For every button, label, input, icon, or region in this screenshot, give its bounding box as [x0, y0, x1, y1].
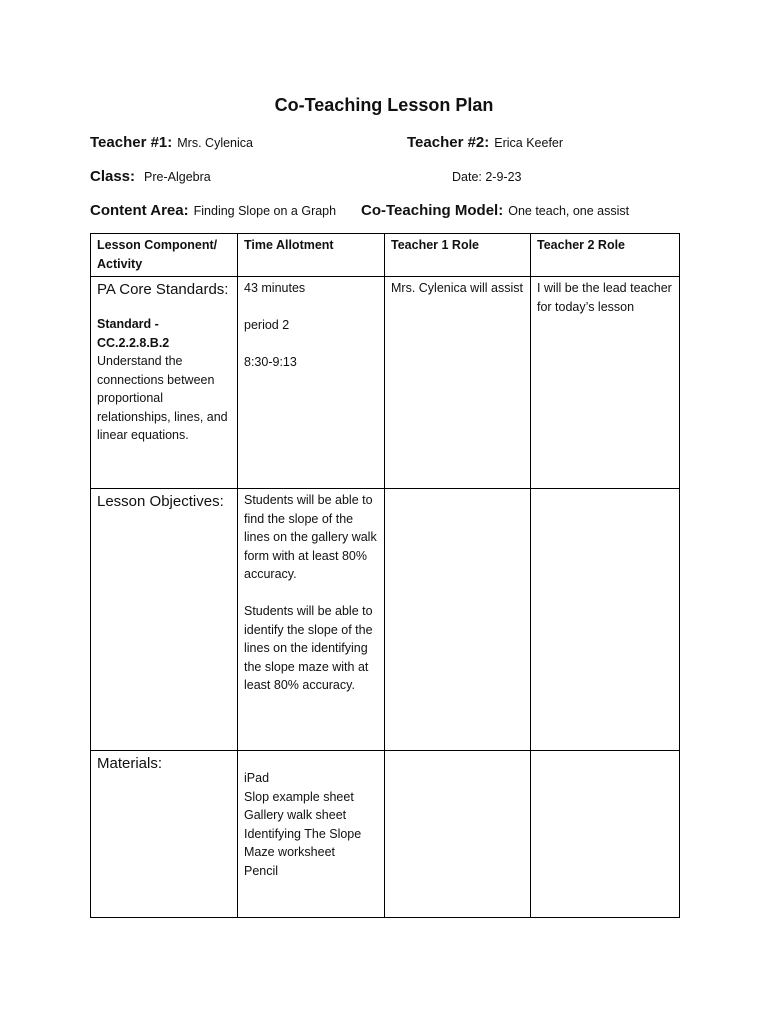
time-range: 8:30-9:13: [244, 355, 297, 369]
standards-cell: [91, 277, 238, 489]
content-area-field: [90, 202, 336, 220]
material-item: Slop example sheet: [244, 789, 354, 804]
teacher1-label: Teacher #1:: [90, 134, 173, 151]
objectives-heading: Lesson Objectives:: [97, 493, 224, 510]
class-field: [90, 168, 211, 186]
objectives-teacher1-cell: [385, 489, 531, 751]
teacher1-field: [90, 134, 253, 152]
teacher2-role-text: I will be the lead teacher for today’s lesson: [537, 281, 672, 314]
standard-code: Standard - CC.2.2.8.B.2: [97, 317, 170, 350]
material-item: Identifying The Slope Maze worksheet: [244, 826, 362, 859]
teacher2-field: [407, 134, 563, 152]
content-area-label: Content Area:: [90, 202, 189, 219]
materials-teacher1-cell: [385, 751, 531, 918]
materials-list-cell: [238, 751, 385, 918]
objective-1: Students will be able to find the slope of the lines on the gallery walk form with at least 80% accuracy.: [244, 493, 377, 581]
materials-heading: Materials:: [97, 755, 163, 772]
objectives-time-cell: [238, 489, 385, 751]
header-teacher2-role: Teacher 2 Role: [531, 234, 680, 277]
lesson-plan-table: [90, 233, 680, 918]
header-lesson-component: Lesson Component/ Activity: [91, 234, 238, 277]
content-area-value: Finding Slope on a Graph: [193, 204, 337, 218]
coteaching-model-label: Co-Teaching Model:: [361, 202, 504, 219]
coteaching-model-value: One teach, one assist: [508, 204, 630, 218]
standard-text: Understand the connections between proportional relationships, lines, and linear equations.: [97, 354, 228, 442]
materials-teacher2-cell: [531, 751, 680, 918]
material-item: Gallery walk sheet: [244, 808, 347, 822]
material-item: iPad: [244, 771, 270, 785]
table-header-row: [91, 234, 680, 277]
materials-cell: [91, 751, 238, 918]
standards-heading: PA Core Standards:: [97, 281, 229, 298]
document-title: Co-Teaching Lesson Plan: [274, 95, 494, 115]
table-row-standards: [91, 277, 680, 489]
teacher2-value: Erica Keefer: [494, 136, 564, 150]
header-time-allotment: Time Allotment: [238, 234, 385, 277]
objectives-teacher2-cell: [531, 489, 680, 751]
coteaching-model-field: [361, 202, 629, 220]
teacher2-label: Teacher #2:: [407, 134, 490, 151]
class-value: Pre-Algebra: [144, 170, 211, 184]
time-duration: 43 minutes: [244, 281, 306, 295]
standards-teacher2-cell: [531, 277, 680, 489]
table-row-objectives: [91, 489, 680, 751]
class-label: Class:: [90, 168, 136, 185]
material-item: Pencil: [244, 863, 279, 878]
time-period: period 2: [244, 318, 290, 332]
header-teacher1-role: Teacher 1 Role: [385, 234, 531, 277]
teacher1-role-text: Mrs. Cylenica will assist: [391, 281, 523, 295]
date-field: Date: 2-9-23: [452, 170, 522, 184]
standards-time-cell: [238, 277, 385, 489]
table-row-materials: [91, 751, 680, 918]
standards-teacher1-cell: [385, 277, 531, 489]
teacher1-value: Mrs. Cylenica: [177, 136, 253, 150]
objectives-cell: [91, 489, 238, 751]
objective-2: Students will be able to identify the slope of the lines on the identifying the slope maze with at least 80% accuracy.: [244, 604, 373, 692]
